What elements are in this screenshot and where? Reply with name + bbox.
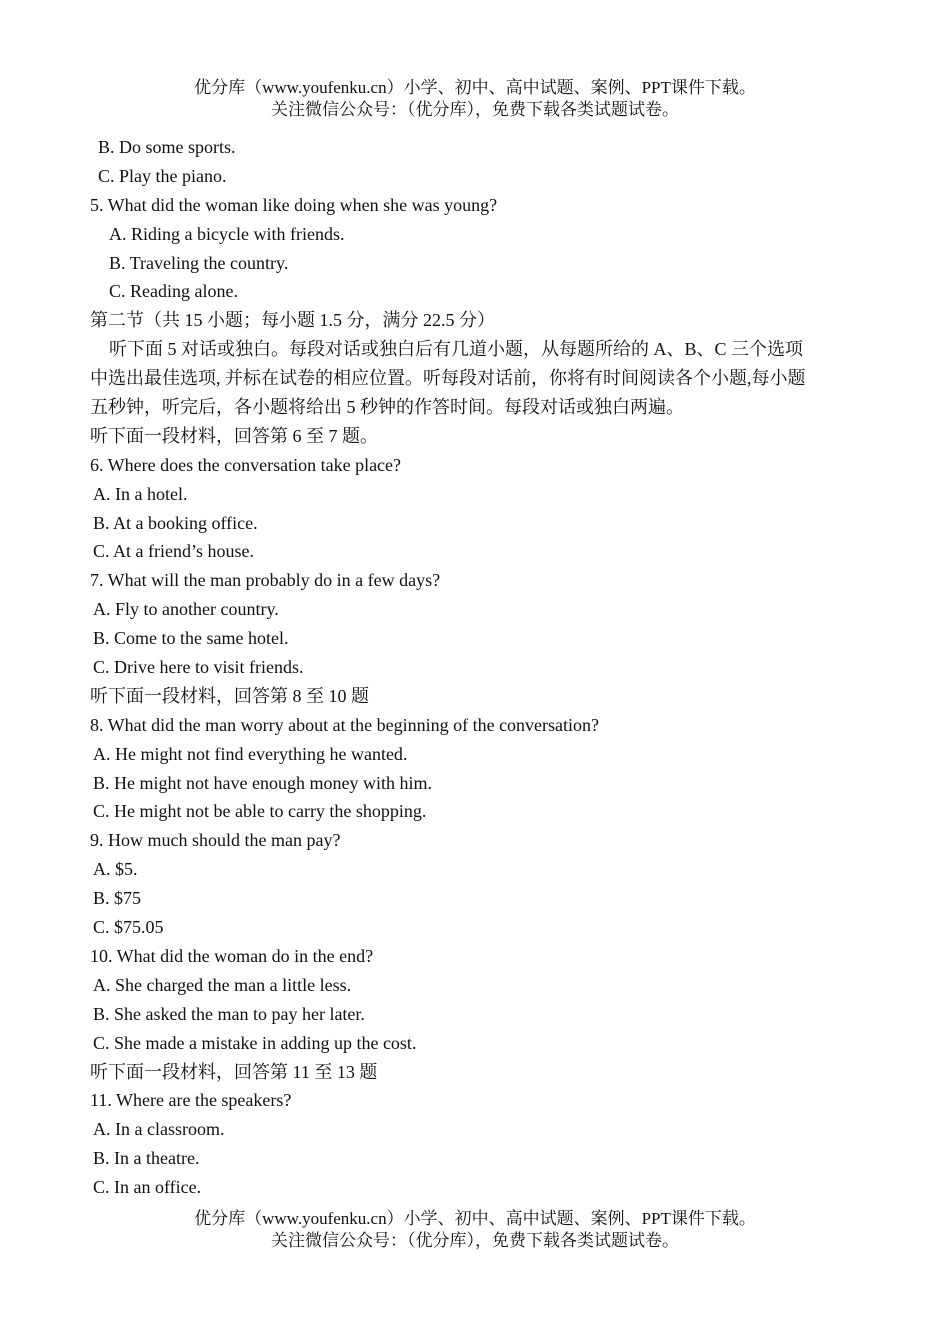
page-footer (0, 1208, 950, 1252)
q6-option-a: A. In a hotel. (93, 483, 188, 504)
q10-question: 10. What did the woman do in the end? (90, 945, 374, 966)
footer-line-1: 优分库（www.youfenku.cn）小学、初中、高中试题、案例、PPT课件下载。 (194, 1209, 756, 1228)
footer-line-2: 关注微信公众号：（优分库），免费下载各类试题试卷。 (271, 1231, 679, 1250)
q10-option-c: C. She made a mistake in adding up the cost. (93, 1032, 417, 1053)
q7-question: 7. What will the man probably do in a few days? (90, 570, 441, 591)
q9-option-c: C. $75.05 (93, 917, 164, 938)
q8-option-a: A. He might not find everything he wanted. (93, 743, 408, 764)
q6-option-c: C. At a friend’s house. (93, 541, 254, 562)
group3-label: 听下面一段材料，回答第 11 至 13 题 (90, 1061, 378, 1082)
header-line-2: 关注微信公众号：（优分库），免费下载各类试题试卷。 (271, 100, 679, 119)
q5-question: 5. What did the woman like doing when she was young? (90, 194, 498, 215)
q10-option-a: A. She charged the man a little less. (93, 974, 352, 995)
q8-option-b: B. He might not have enough money with him. (93, 772, 432, 793)
q8-option-c: C. He might not be able to carry the shopping. (93, 801, 427, 822)
q8-question: 8. What did the man worry about at the beginning of the conversation? (90, 714, 600, 735)
q4-option-b: B. Do some sports. (98, 137, 236, 157)
page-header (0, 77, 950, 121)
exam-content (90, 133, 870, 1202)
q5-option-b: B. Traveling the country. (109, 252, 289, 273)
q7-option-c: C. Drive here to visit friends. (93, 657, 304, 678)
instruction-line-2: 中选出最佳选项, 并标在试卷的相应位置。听每段对话前，你将有时间阅读各个小题,每小题 (90, 368, 806, 389)
q9-question: 9. How much should the man pay? (90, 830, 341, 851)
q4-option-c: C. Play the piano. (98, 165, 227, 186)
section2-instructions (90, 335, 870, 422)
group2-label: 听下面一段材料，回答第 8 至 10 题 (90, 685, 369, 706)
q11-option-b: B. In a theatre. (93, 1148, 200, 1169)
q6-question: 6. Where does the conversation take place? (90, 454, 402, 475)
header-line-1: 优分库（www.youfenku.cn）小学、初中、高中试题、案例、PPT课件下载。 (194, 78, 756, 97)
q11-option-c: C. In an office. (93, 1177, 202, 1198)
instruction-line-1: 听下面 5 对话或独白。每段对话或独白后有几道小题，从每题所给的 A、B、C 三个选项 (109, 339, 804, 360)
q7-option-a: A. Fly to another country. (93, 599, 279, 620)
group1-label: 听下面一段材料，回答第 6 至 7 题。 (90, 425, 378, 446)
q11-question: 11. Where are the speakers? (90, 1090, 292, 1111)
q11-option-a: A. In a classroom. (93, 1119, 225, 1140)
q5-option-c: C. Reading alone. (109, 281, 238, 302)
instruction-line-3: 五秒钟，听完后，各小题将给出 5 秒钟的作答时间。每段对话或独白两遍。 (90, 397, 684, 418)
q5-option-a: A. Riding a bicycle with friends. (109, 223, 345, 244)
q9-option-a: A. $5. (93, 859, 138, 880)
q7-option-b: B. Come to the same hotel. (93, 628, 289, 649)
section2-title: 第二节（共 15 小题；每小题 1.5 分，满分 22.5 分） (90, 310, 495, 331)
q6-option-b: B. At a booking office. (93, 512, 258, 533)
q9-option-b: B. $75 (93, 888, 142, 909)
q10-option-b: B. She asked the man to pay her later. (93, 1003, 365, 1024)
